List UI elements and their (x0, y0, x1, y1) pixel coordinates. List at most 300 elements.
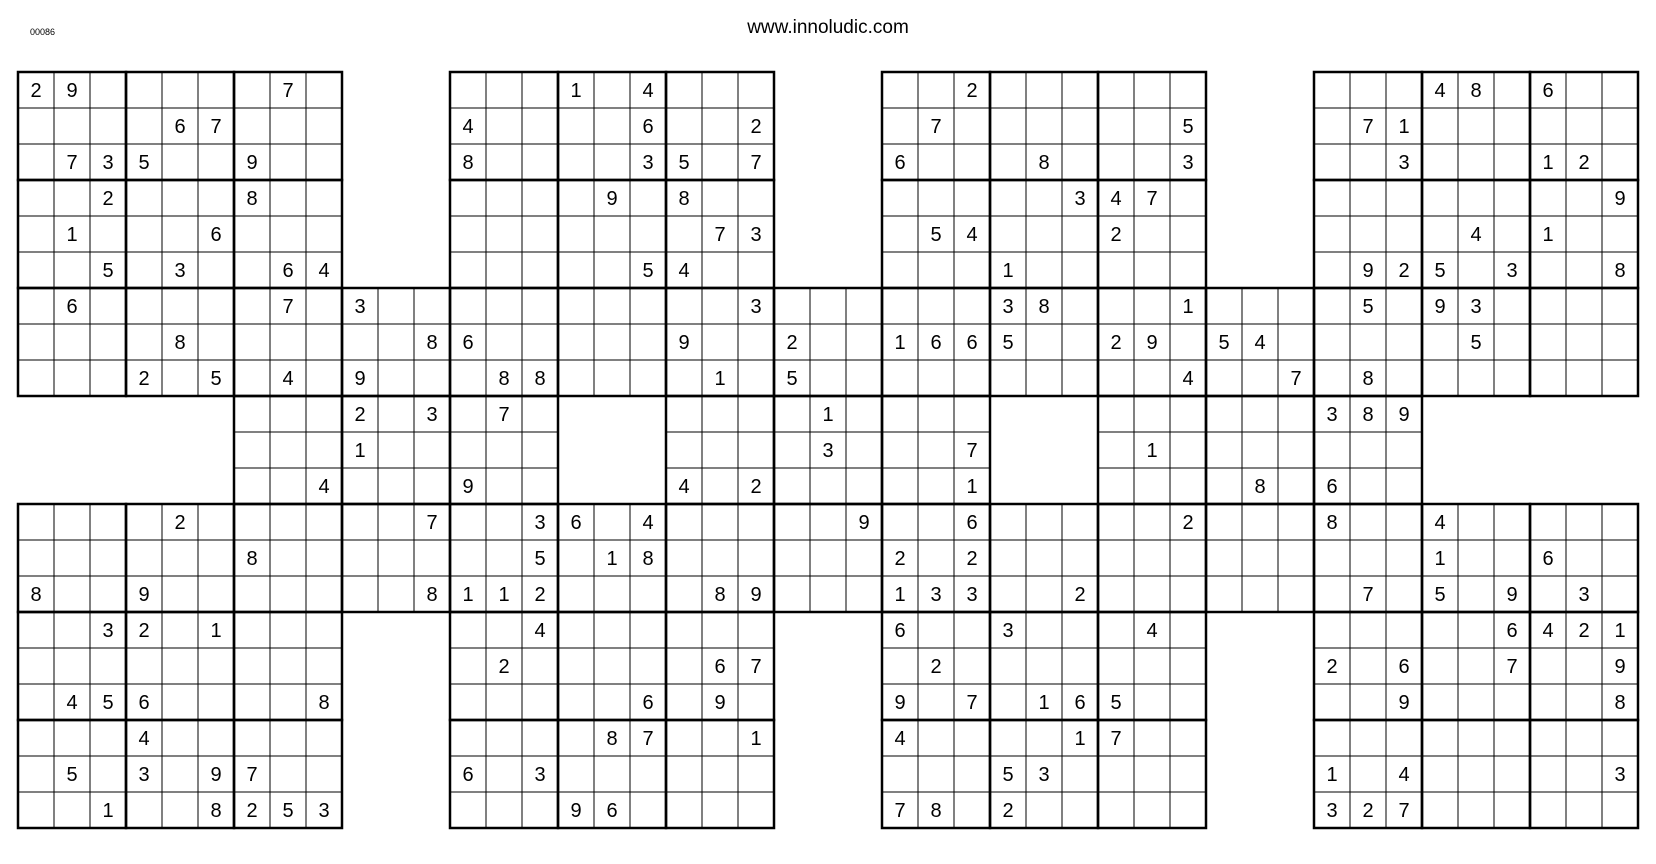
sudoku-cell[interactable] (918, 144, 954, 180)
sudoku-cell[interactable] (918, 360, 954, 396)
sudoku-cell[interactable] (234, 576, 270, 612)
sudoku-cell[interactable] (594, 144, 630, 180)
sudoku-cell[interactable] (1242, 576, 1278, 612)
sudoku-cell[interactable] (234, 288, 270, 324)
sudoku-cell[interactable] (882, 360, 918, 396)
sudoku-cell[interactable] (1386, 360, 1422, 396)
sudoku-cell[interactable] (882, 468, 918, 504)
sudoku-cell[interactable] (1386, 504, 1422, 540)
sudoku-cell[interactable] (558, 324, 594, 360)
sudoku-cell[interactable] (1422, 612, 1458, 648)
sudoku-cell[interactable] (1350, 432, 1386, 468)
sudoku-cell[interactable] (270, 720, 306, 756)
sudoku-cell[interactable] (1026, 108, 1062, 144)
sudoku-cell[interactable] (162, 720, 198, 756)
sudoku-cell[interactable] (1314, 216, 1350, 252)
sudoku-cell[interactable] (450, 540, 486, 576)
sudoku-cell[interactable] (666, 540, 702, 576)
sudoku-cell[interactable] (1494, 756, 1530, 792)
sudoku-cell[interactable] (954, 648, 990, 684)
sudoku-cell[interactable] (54, 108, 90, 144)
sudoku-cell[interactable] (1602, 144, 1638, 180)
sudoku-cell[interactable] (1386, 180, 1422, 216)
sudoku-cell[interactable] (1026, 612, 1062, 648)
sudoku-cell[interactable] (666, 504, 702, 540)
sudoku-cell[interactable] (738, 756, 774, 792)
sudoku-cell[interactable] (1530, 756, 1566, 792)
sudoku-cell[interactable] (918, 468, 954, 504)
sudoku-cell[interactable] (666, 684, 702, 720)
sudoku-cell[interactable] (774, 396, 810, 432)
sudoku-cell[interactable] (18, 108, 54, 144)
sudoku-cell[interactable] (162, 648, 198, 684)
sudoku-cell[interactable] (1566, 540, 1602, 576)
sudoku-cell[interactable] (1494, 360, 1530, 396)
sudoku-cell[interactable] (522, 396, 558, 432)
sudoku-cell[interactable] (306, 720, 342, 756)
sudoku-cell[interactable] (1386, 720, 1422, 756)
sudoku-cell[interactable] (594, 108, 630, 144)
sudoku-cell[interactable] (1494, 504, 1530, 540)
sudoku-cell[interactable] (1458, 720, 1494, 756)
sudoku-cell[interactable] (450, 792, 486, 828)
sudoku-cell[interactable] (630, 648, 666, 684)
sudoku-cell[interactable] (54, 360, 90, 396)
sudoku-cell[interactable] (378, 288, 414, 324)
sudoku-cell[interactable] (1314, 612, 1350, 648)
sudoku-cell[interactable] (1566, 648, 1602, 684)
sudoku-cell[interactable] (990, 684, 1026, 720)
sudoku-cell[interactable] (450, 612, 486, 648)
sudoku-cell[interactable] (1386, 324, 1422, 360)
sudoku-cell[interactable] (558, 540, 594, 576)
sudoku-cell[interactable] (522, 432, 558, 468)
sudoku-cell[interactable] (1134, 648, 1170, 684)
sudoku-cell[interactable] (630, 792, 666, 828)
sudoku-cell[interactable] (198, 180, 234, 216)
sudoku-cell[interactable] (666, 792, 702, 828)
sudoku-cell[interactable] (558, 360, 594, 396)
sudoku-cell[interactable] (126, 216, 162, 252)
sudoku-cell[interactable] (1278, 504, 1314, 540)
sudoku-cell[interactable] (1026, 252, 1062, 288)
sudoku-cell[interactable] (1098, 288, 1134, 324)
sudoku-cell[interactable] (1314, 540, 1350, 576)
sudoku-cell[interactable] (450, 684, 486, 720)
sudoku-cell[interactable] (1170, 72, 1206, 108)
sudoku-cell[interactable] (954, 396, 990, 432)
sudoku-cell[interactable] (1458, 144, 1494, 180)
sudoku-cell[interactable] (1314, 288, 1350, 324)
sudoku-cell[interactable] (234, 360, 270, 396)
sudoku-cell[interactable] (54, 792, 90, 828)
sudoku-cell[interactable] (234, 252, 270, 288)
sudoku-cell[interactable] (738, 684, 774, 720)
sudoku-cell[interactable] (1134, 468, 1170, 504)
sudoku-cell[interactable] (1170, 180, 1206, 216)
sudoku-cell[interactable] (18, 216, 54, 252)
sudoku-cell[interactable] (126, 180, 162, 216)
sudoku-cell[interactable] (522, 720, 558, 756)
sudoku-cell[interactable] (342, 576, 378, 612)
sudoku-cell[interactable] (342, 324, 378, 360)
sudoku-cell[interactable] (234, 648, 270, 684)
sudoku-cell[interactable] (1026, 648, 1062, 684)
sudoku-cell[interactable] (306, 180, 342, 216)
sudoku-cell[interactable] (1278, 468, 1314, 504)
sudoku-cell[interactable] (18, 648, 54, 684)
sudoku-cell[interactable] (1602, 792, 1638, 828)
sudoku-cell[interactable] (270, 108, 306, 144)
sudoku-cell[interactable] (594, 756, 630, 792)
sudoku-cell[interactable] (522, 180, 558, 216)
sudoku-cell[interactable] (738, 504, 774, 540)
sudoku-cell[interactable] (414, 540, 450, 576)
sudoku-cell[interactable] (306, 396, 342, 432)
sudoku-cell[interactable] (918, 756, 954, 792)
sudoku-cell[interactable] (1170, 648, 1206, 684)
sudoku-cell[interactable] (450, 180, 486, 216)
sudoku-cell[interactable] (954, 792, 990, 828)
sudoku-cell[interactable] (558, 576, 594, 612)
sudoku-cell[interactable] (774, 468, 810, 504)
sudoku-cell[interactable] (918, 684, 954, 720)
sudoku-cell[interactable] (90, 756, 126, 792)
sudoku-cell[interactable] (1422, 180, 1458, 216)
sudoku-cell[interactable] (270, 540, 306, 576)
sudoku-cell[interactable] (1350, 468, 1386, 504)
sudoku-cell[interactable] (1458, 612, 1494, 648)
sudoku-cell[interactable] (594, 324, 630, 360)
sudoku-cell[interactable] (1386, 576, 1422, 612)
sudoku-cell[interactable] (162, 684, 198, 720)
sudoku-cell[interactable] (558, 720, 594, 756)
sudoku-cell[interactable] (1350, 216, 1386, 252)
sudoku-cell[interactable] (1026, 180, 1062, 216)
sudoku-cell[interactable] (558, 180, 594, 216)
sudoku-cell[interactable] (702, 504, 738, 540)
sudoku-cell[interactable] (234, 612, 270, 648)
sudoku-cell[interactable] (1314, 108, 1350, 144)
sudoku-cell[interactable] (990, 576, 1026, 612)
sudoku-cell[interactable] (594, 504, 630, 540)
sudoku-cell[interactable] (450, 396, 486, 432)
sudoku-cell[interactable] (1458, 360, 1494, 396)
sudoku-cell[interactable] (18, 180, 54, 216)
sudoku-cell[interactable] (1530, 108, 1566, 144)
sudoku-cell[interactable] (1098, 252, 1134, 288)
sudoku-cell[interactable] (1422, 324, 1458, 360)
sudoku-cell[interactable] (378, 540, 414, 576)
sudoku-cell[interactable] (486, 504, 522, 540)
sudoku-cell[interactable] (990, 108, 1026, 144)
sudoku-cell[interactable] (738, 360, 774, 396)
sudoku-cell[interactable] (882, 756, 918, 792)
sudoku-cell[interactable] (198, 684, 234, 720)
sudoku-cell[interactable] (162, 612, 198, 648)
sudoku-cell[interactable] (18, 720, 54, 756)
sudoku-cell[interactable] (486, 72, 522, 108)
sudoku-cell[interactable] (270, 576, 306, 612)
sudoku-cell[interactable] (234, 432, 270, 468)
sudoku-cell[interactable] (1458, 576, 1494, 612)
sudoku-cell[interactable] (198, 720, 234, 756)
sudoku-cell[interactable] (810, 576, 846, 612)
sudoku-cell[interactable] (270, 432, 306, 468)
sudoku-cell[interactable] (954, 144, 990, 180)
sudoku-cell[interactable] (846, 360, 882, 396)
sudoku-cell[interactable] (1494, 324, 1530, 360)
sudoku-cell[interactable] (1170, 324, 1206, 360)
sudoku-cell[interactable] (1026, 720, 1062, 756)
sudoku-cell[interactable] (1206, 468, 1242, 504)
sudoku-cell[interactable] (702, 396, 738, 432)
sudoku-cell[interactable] (1350, 720, 1386, 756)
sudoku-cell[interactable] (1458, 684, 1494, 720)
sudoku-cell[interactable] (54, 540, 90, 576)
sudoku-cell[interactable] (1098, 468, 1134, 504)
sudoku-cell[interactable] (1170, 684, 1206, 720)
sudoku-cell[interactable] (486, 108, 522, 144)
sudoku-cell[interactable] (1062, 324, 1098, 360)
sudoku-cell[interactable] (1170, 576, 1206, 612)
sudoku-cell[interactable] (378, 396, 414, 432)
sudoku-cell[interactable] (1314, 684, 1350, 720)
sudoku-cell[interactable] (1602, 360, 1638, 396)
sudoku-cell[interactable] (1494, 684, 1530, 720)
sudoku-cell[interactable] (1494, 792, 1530, 828)
sudoku-cell[interactable] (234, 396, 270, 432)
sudoku-cell[interactable] (1530, 720, 1566, 756)
sudoku-cell[interactable] (558, 684, 594, 720)
sudoku-cell[interactable] (162, 144, 198, 180)
sudoku-cell[interactable] (990, 720, 1026, 756)
sudoku-cell[interactable] (522, 792, 558, 828)
sudoku-cell[interactable] (1350, 540, 1386, 576)
sudoku-cell[interactable] (234, 720, 270, 756)
sudoku-cell[interactable] (486, 180, 522, 216)
sudoku-cell[interactable] (702, 108, 738, 144)
sudoku-cell[interactable] (1494, 108, 1530, 144)
sudoku-cell[interactable] (1602, 720, 1638, 756)
sudoku-cell[interactable] (486, 720, 522, 756)
sudoku-cell[interactable] (18, 792, 54, 828)
sudoku-cell[interactable] (1098, 396, 1134, 432)
sudoku-cell[interactable] (1098, 144, 1134, 180)
sudoku-cell[interactable] (1386, 540, 1422, 576)
sudoku-cell[interactable] (198, 324, 234, 360)
sudoku-cell[interactable] (918, 612, 954, 648)
sudoku-cell[interactable] (1350, 648, 1386, 684)
sudoku-cell[interactable] (558, 288, 594, 324)
sudoku-cell[interactable] (990, 648, 1026, 684)
sudoku-cell[interactable] (270, 180, 306, 216)
sudoku-cell[interactable] (306, 432, 342, 468)
sudoku-cell[interactable] (342, 540, 378, 576)
sudoku-cell[interactable] (558, 756, 594, 792)
sudoku-cell[interactable] (1206, 576, 1242, 612)
sudoku-cell[interactable] (162, 792, 198, 828)
sudoku-cell[interactable] (306, 756, 342, 792)
sudoku-cell[interactable] (918, 540, 954, 576)
sudoku-cell[interactable] (1566, 180, 1602, 216)
sudoku-cell[interactable] (54, 252, 90, 288)
sudoku-cell[interactable] (1062, 360, 1098, 396)
sudoku-cell[interactable] (558, 252, 594, 288)
sudoku-cell[interactable] (1134, 396, 1170, 432)
sudoku-cell[interactable] (918, 72, 954, 108)
sudoku-cell[interactable] (126, 540, 162, 576)
sudoku-cell[interactable] (414, 468, 450, 504)
sudoku-cell[interactable] (486, 612, 522, 648)
sudoku-cell[interactable] (1494, 288, 1530, 324)
sudoku-cell[interactable] (954, 756, 990, 792)
sudoku-cell[interactable] (1566, 108, 1602, 144)
sudoku-cell[interactable] (1458, 540, 1494, 576)
sudoku-cell[interactable] (1422, 360, 1458, 396)
sudoku-cell[interactable] (1602, 540, 1638, 576)
sudoku-cell[interactable] (1530, 684, 1566, 720)
sudoku-cell[interactable] (90, 108, 126, 144)
sudoku-cell[interactable] (738, 324, 774, 360)
sudoku-cell[interactable] (1386, 72, 1422, 108)
sudoku-cell[interactable] (882, 504, 918, 540)
sudoku-cell[interactable] (882, 288, 918, 324)
sudoku-cell[interactable] (1566, 720, 1602, 756)
sudoku-cell[interactable] (594, 684, 630, 720)
sudoku-cell[interactable] (1422, 648, 1458, 684)
sudoku-cell[interactable] (90, 216, 126, 252)
sudoku-cell[interactable] (18, 504, 54, 540)
sudoku-cell[interactable] (1566, 324, 1602, 360)
sudoku-cell[interactable] (522, 288, 558, 324)
sudoku-cell[interactable] (702, 72, 738, 108)
sudoku-cell[interactable] (1530, 576, 1566, 612)
sudoku-cell[interactable] (1458, 648, 1494, 684)
sudoku-cell[interactable] (378, 324, 414, 360)
sudoku-cell[interactable] (306, 504, 342, 540)
sudoku-cell[interactable] (450, 648, 486, 684)
sudoku-cell[interactable] (1134, 540, 1170, 576)
sudoku-cell[interactable] (882, 648, 918, 684)
sudoku-cell[interactable] (954, 252, 990, 288)
sudoku-cell[interactable] (774, 576, 810, 612)
sudoku-cell[interactable] (306, 540, 342, 576)
sudoku-cell[interactable] (270, 216, 306, 252)
sudoku-cell[interactable] (666, 360, 702, 396)
sudoku-cell[interactable] (1098, 432, 1134, 468)
sudoku-cell[interactable] (1602, 108, 1638, 144)
sudoku-cell[interactable] (486, 468, 522, 504)
sudoku-cell[interactable] (1026, 324, 1062, 360)
sudoku-cell[interactable] (306, 648, 342, 684)
sudoku-cell[interactable] (450, 72, 486, 108)
sudoku-cell[interactable] (990, 216, 1026, 252)
sudoku-cell[interactable] (90, 72, 126, 108)
sudoku-cell[interactable] (522, 324, 558, 360)
sudoku-cell[interactable] (990, 72, 1026, 108)
sudoku-cell[interactable] (1206, 360, 1242, 396)
sudoku-cell[interactable] (1098, 648, 1134, 684)
sudoku-cell[interactable] (486, 324, 522, 360)
sudoku-cell[interactable] (1026, 360, 1062, 396)
sudoku-cell[interactable] (594, 288, 630, 324)
sudoku-cell[interactable] (1098, 72, 1134, 108)
sudoku-cell[interactable] (1026, 792, 1062, 828)
sudoku-cell[interactable] (1170, 540, 1206, 576)
sudoku-cell[interactable] (594, 576, 630, 612)
sudoku-cell[interactable] (1458, 792, 1494, 828)
sudoku-cell[interactable] (594, 612, 630, 648)
sudoku-cell[interactable] (702, 288, 738, 324)
sudoku-cell[interactable] (1170, 252, 1206, 288)
sudoku-cell[interactable] (1062, 108, 1098, 144)
sudoku-cell[interactable] (1278, 396, 1314, 432)
sudoku-cell[interactable] (918, 396, 954, 432)
sudoku-cell[interactable] (1062, 72, 1098, 108)
sudoku-cell[interactable] (1314, 144, 1350, 180)
sudoku-cell[interactable] (1134, 756, 1170, 792)
sudoku-cell[interactable] (306, 144, 342, 180)
sudoku-cell[interactable] (378, 360, 414, 396)
sudoku-cell[interactable] (90, 324, 126, 360)
sudoku-cell[interactable] (846, 468, 882, 504)
sudoku-cell[interactable] (1530, 180, 1566, 216)
sudoku-cell[interactable] (54, 180, 90, 216)
sudoku-cell[interactable] (882, 396, 918, 432)
sudoku-cell[interactable] (1458, 108, 1494, 144)
sudoku-cell[interactable] (846, 396, 882, 432)
sudoku-cell[interactable] (990, 144, 1026, 180)
sudoku-cell[interactable] (1278, 540, 1314, 576)
sudoku-cell[interactable] (90, 288, 126, 324)
sudoku-cell[interactable] (306, 216, 342, 252)
sudoku-cell[interactable] (126, 72, 162, 108)
sudoku-cell[interactable] (1494, 144, 1530, 180)
sudoku-cell[interactable] (18, 756, 54, 792)
sudoku-cell[interactable] (1062, 792, 1098, 828)
sudoku-cell[interactable] (1350, 324, 1386, 360)
sudoku-cell[interactable] (1098, 360, 1134, 396)
sudoku-cell[interactable] (234, 684, 270, 720)
sudoku-cell[interactable] (1350, 504, 1386, 540)
sudoku-cell[interactable] (810, 288, 846, 324)
sudoku-cell[interactable] (846, 540, 882, 576)
sudoku-cell[interactable] (990, 540, 1026, 576)
sudoku-cell[interactable] (630, 324, 666, 360)
sudoku-cell[interactable] (810, 540, 846, 576)
sudoku-cell[interactable] (450, 504, 486, 540)
sudoku-cell[interactable] (522, 648, 558, 684)
sudoku-cell[interactable] (738, 612, 774, 648)
sudoku-cell[interactable] (1206, 432, 1242, 468)
sudoku-cell[interactable] (666, 396, 702, 432)
sudoku-cell[interactable] (126, 792, 162, 828)
sudoku-cell[interactable] (1098, 576, 1134, 612)
sudoku-cell[interactable] (738, 252, 774, 288)
sudoku-cell[interactable] (198, 288, 234, 324)
sudoku-cell[interactable] (378, 432, 414, 468)
sudoku-cell[interactable] (270, 648, 306, 684)
sudoku-cell[interactable] (126, 324, 162, 360)
sudoku-cell[interactable] (702, 180, 738, 216)
sudoku-cell[interactable] (594, 72, 630, 108)
sudoku-cell[interactable] (1422, 756, 1458, 792)
sudoku-cell[interactable] (54, 720, 90, 756)
sudoku-cell[interactable] (450, 288, 486, 324)
sudoku-cell[interactable] (1602, 576, 1638, 612)
sudoku-cell[interactable] (1026, 504, 1062, 540)
